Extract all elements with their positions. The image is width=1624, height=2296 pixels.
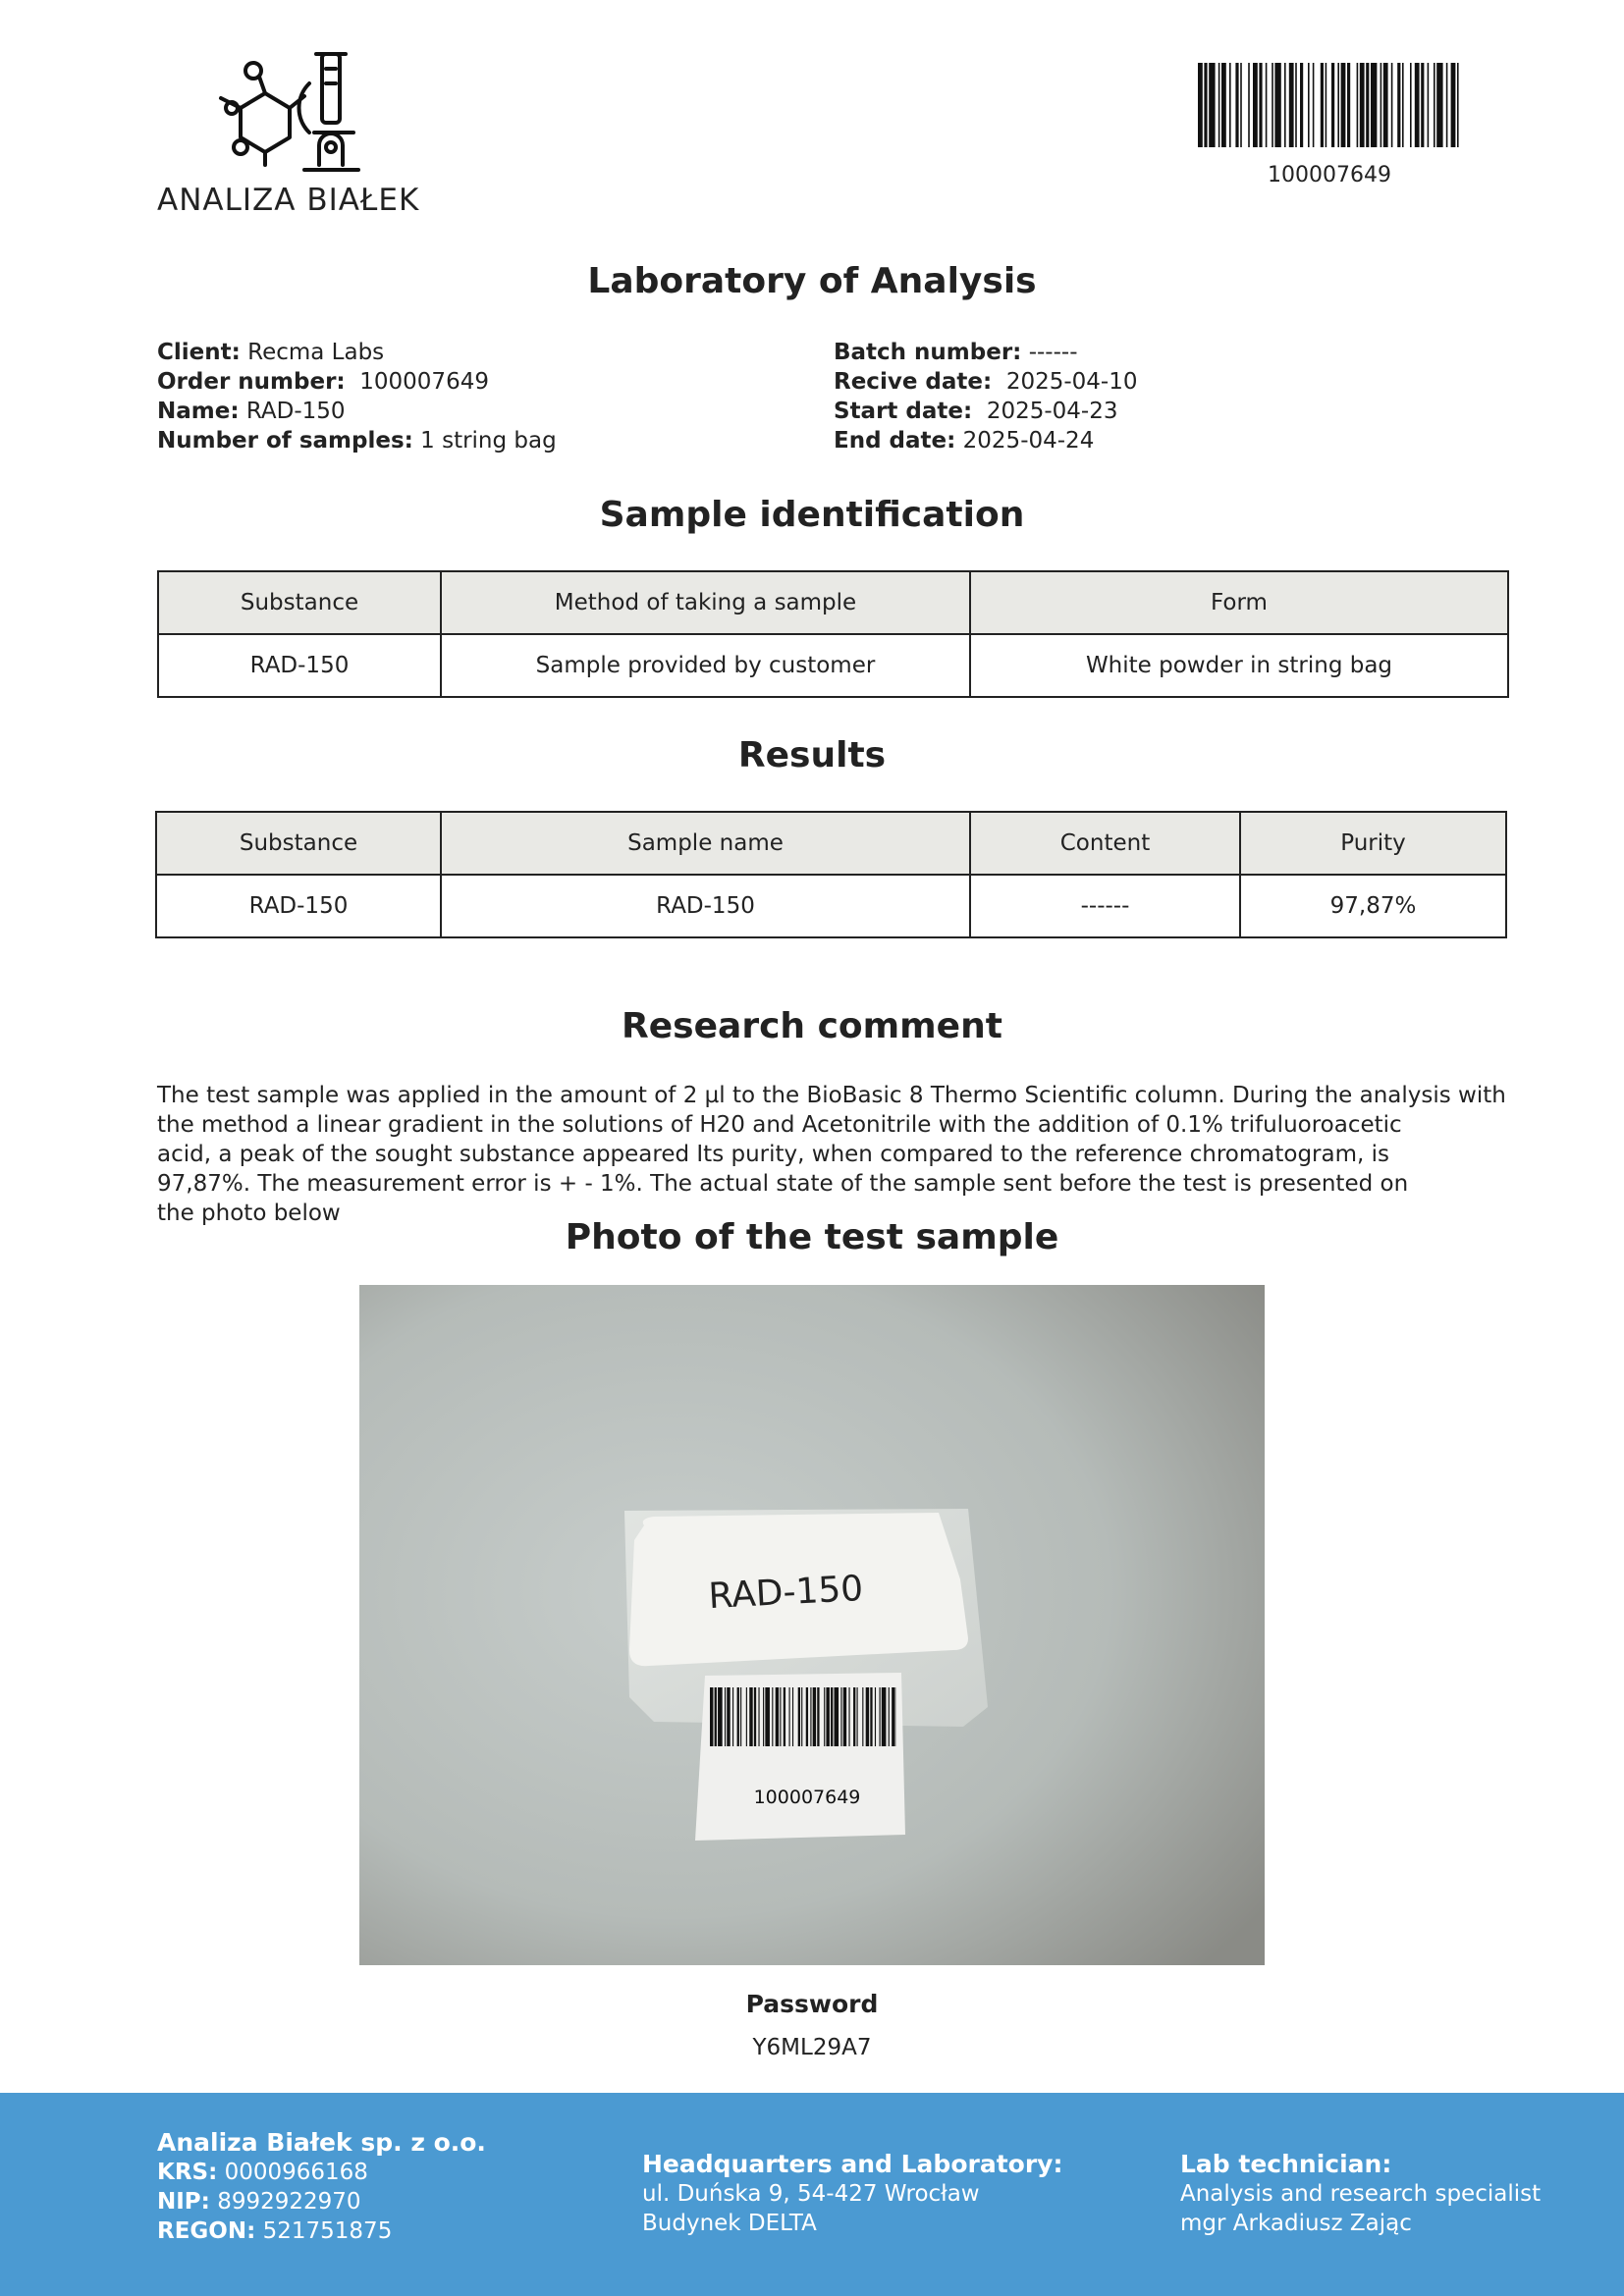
sample-photo (359, 1285, 1265, 1965)
barcode-bar (772, 1687, 773, 1746)
barcode-bar (718, 1687, 723, 1746)
barcode-bar (831, 1687, 833, 1746)
barcode-bar (710, 1687, 713, 1746)
barcode-bar (862, 1687, 863, 1746)
barcode-bar (749, 1687, 752, 1746)
barcode-bar (763, 1687, 764, 1746)
photo-barcode-text: 100007649 (753, 1787, 861, 1808)
barcode-bar (1274, 63, 1280, 147)
barcode-bar (1457, 63, 1459, 147)
info-left (157, 338, 557, 455)
barcode-bar (892, 1687, 894, 1746)
barcode-bar (1321, 63, 1324, 147)
krs-label: KRS: (157, 2160, 218, 2185)
table-cell: Sample provided by customer (441, 634, 970, 697)
purity-value: 97,87% (1240, 875, 1506, 937)
barcode-bar (792, 1687, 793, 1746)
barcode-bar (1337, 63, 1339, 147)
barcode-bar (1331, 63, 1334, 147)
barcode-bar (1284, 63, 1286, 147)
barcode-bar (1308, 63, 1310, 147)
footer (0, 2093, 1624, 2296)
column-header: Substance (158, 571, 441, 634)
tech-heading: Lab technician: (1180, 2150, 1392, 2178)
krs-row (157, 2158, 486, 2187)
receive-date-value: 2025-04-10 (1005, 369, 1138, 395)
receive-date-row (834, 367, 1138, 397)
barcode-bar (1266, 63, 1268, 147)
barcode-bar (806, 1687, 808, 1746)
column-header: Substance (156, 812, 441, 875)
barcode-bar (1209, 63, 1215, 147)
barcode-bar (840, 1687, 841, 1746)
barcode-bar (798, 1687, 800, 1746)
end-date-value: 2025-04-24 (962, 428, 1095, 454)
barcode-bar (1360, 63, 1365, 147)
barcode-bar (866, 1687, 869, 1746)
sample-identification-table (157, 570, 1509, 698)
barcode-bar (1366, 63, 1369, 147)
password-value: Y6ML29A7 (752, 2035, 872, 2060)
barcode-bar (1436, 63, 1442, 147)
barcode-bar (1240, 63, 1242, 147)
barcode-bar (1295, 63, 1297, 147)
column-header: Purity (1240, 812, 1506, 875)
comment-line: the method a linear gradient in the solutions of H20 and Acetonitrile with the addition of 0.1% trifuluoroacetic (157, 1112, 1402, 1138)
research-comment-title: Research comment (622, 1006, 1002, 1046)
footer-company (157, 2128, 486, 2246)
nip-value: 8992922970 (217, 2189, 361, 2215)
barcode-bar (746, 1687, 747, 1746)
password-label: Password (745, 1990, 879, 2018)
barcode-bar (813, 1687, 816, 1746)
barcode-bar (1300, 63, 1303, 147)
barcode-bar (776, 1687, 779, 1746)
barcode-bar (1341, 63, 1346, 147)
barcode-bar (1235, 63, 1238, 147)
table-cell: RAD-150 (156, 875, 441, 937)
barcode-bar (1204, 63, 1207, 147)
page-title: Laboratory of Analysis (587, 261, 1037, 301)
barcode-bar (737, 1687, 739, 1746)
logo-text: ANALIZA BIAŁEK (157, 183, 420, 218)
regon-label: REGON: (157, 2218, 256, 2244)
barcode-bar (1451, 63, 1456, 147)
photo-title: Photo of the test sample (565, 1217, 1059, 1257)
barcode-bar (1289, 63, 1294, 147)
client-row (157, 338, 557, 367)
barcode-bar (1380, 63, 1382, 147)
research-comment-text (157, 1081, 1512, 1228)
barcode-bar (882, 1687, 887, 1746)
name-row (157, 397, 557, 426)
barcode-bar (1371, 63, 1377, 147)
photo-label-text: RAD-150 (707, 1568, 865, 1618)
barcode-bar (1221, 63, 1226, 147)
barcode-bar (1259, 63, 1262, 147)
start-date-value: 2025-04-23 (986, 399, 1118, 424)
barcode-bar (870, 1687, 872, 1746)
comment-line: acid, a peak of the sought substance appeared Its purity, when compared to the reference chromatogram, is (157, 1142, 1389, 1167)
regon-value: 521751875 (262, 2218, 393, 2244)
regon-row (157, 2216, 486, 2246)
barcode-bar (1272, 63, 1273, 147)
footer-lab-technician (1180, 2150, 1541, 2238)
barcode-bar (1391, 63, 1393, 147)
barcode-bar (784, 1687, 785, 1746)
barcode-bar (732, 1687, 733, 1746)
table-header-row (158, 571, 1508, 634)
tech-name: mgr Arkadiusz Zając (1180, 2211, 1412, 2236)
barcode-bar (1313, 63, 1315, 147)
barcode-bar (875, 1687, 876, 1746)
barcode-bar (715, 1687, 717, 1746)
samples-label: Number of samples: (157, 428, 413, 454)
table-cell: RAD-150 (158, 634, 441, 697)
hq-heading: Headquarters and Laboratory: (642, 2150, 1063, 2178)
client-value: Recma Labs (247, 340, 385, 365)
barcode-bar (1218, 63, 1220, 147)
barcode-bar (801, 1687, 802, 1746)
order-number-row (157, 367, 557, 397)
barcode-bar (765, 1687, 770, 1746)
column-header: Method of taking a sample (441, 571, 970, 634)
barcode-bar (1198, 63, 1203, 147)
barcode-bar (780, 1687, 781, 1746)
batch-number-row (834, 338, 1138, 367)
barcode-bar (1428, 63, 1430, 147)
krs-value: 0000966168 (224, 2160, 368, 2185)
barcode-bar (857, 1687, 858, 1746)
table-cell: White powder in string bag (970, 634, 1508, 697)
sample-identification-title: Sample identification (599, 495, 1025, 535)
barcode-bar (1383, 63, 1388, 147)
end-date-label: End date: (834, 428, 956, 454)
samples-row (157, 426, 557, 455)
barcode-bar (1446, 63, 1448, 147)
nip-label: NIP: (157, 2189, 210, 2215)
barcode-bar (1397, 63, 1400, 147)
barcode-bar (817, 1687, 819, 1746)
barcode-bar (1248, 63, 1250, 147)
comment-line: the photo below (157, 1201, 341, 1226)
batch-number-value: ------ (1028, 340, 1078, 365)
barcode-bar (1253, 63, 1258, 147)
batch-number-label: Batch number: (834, 340, 1022, 365)
barcode-bar (1229, 63, 1231, 147)
barcode-bar (1421, 63, 1424, 147)
start-date-row (834, 397, 1138, 426)
comment-line: 97,87%. The measurement error is + - 1%. The actual state of the sample sent before the test is presented on (157, 1171, 1409, 1197)
barcode-bar (880, 1687, 881, 1746)
receive-date-label: Recive date: (834, 369, 993, 395)
table-cell: ------ (970, 875, 1240, 937)
end-date-row (834, 426, 1138, 455)
order-number-label: Order number: (157, 369, 346, 395)
start-date-label: Start date: (834, 399, 973, 424)
name-label: Name: (157, 399, 240, 424)
info-right (834, 338, 1138, 455)
column-header: Content (970, 812, 1240, 875)
barcode-bar (824, 1687, 825, 1746)
barcode-bar (1357, 63, 1359, 147)
barcode-bar (725, 1687, 726, 1746)
barcode-bar (889, 1687, 890, 1746)
barcode-bar (1347, 63, 1350, 147)
results-title: Results (737, 735, 887, 775)
barcode-bar (1402, 63, 1404, 147)
barcode-bar (843, 1687, 846, 1746)
barcode-bar (727, 1687, 730, 1746)
company-name: Analiza Białek sp. z o.o. (157, 2128, 486, 2157)
footer-headquarters (642, 2150, 1062, 2238)
barcode-bar (740, 1687, 741, 1746)
table-row (158, 634, 1508, 697)
barcode-bar (1434, 63, 1435, 147)
barcode-bar (853, 1687, 855, 1746)
barcode-bar (826, 1687, 829, 1746)
hq-building: Budynek DELTA (642, 2211, 817, 2236)
column-header: Form (970, 571, 1508, 634)
barcode-bar (1410, 63, 1412, 147)
table-row (156, 875, 1506, 937)
barcode-bar (758, 1687, 759, 1746)
barcode-bar (848, 1687, 849, 1746)
barcode-bar (810, 1687, 811, 1746)
comment-line: The test sample was applied in the amount of 2 µl to the BioBasic 8 Thermo Scientific column. During the analysis with (157, 1083, 1506, 1108)
barcode-bar (754, 1687, 756, 1746)
barcode-bar (835, 1687, 839, 1746)
client-label: Client: (157, 340, 241, 365)
nip-row (157, 2187, 486, 2216)
table-cell: RAD-150 (441, 875, 970, 937)
barcode-number: 100007649 (1268, 163, 1391, 187)
column-header: Sample name (441, 812, 970, 875)
order-number-value: 100007649 (359, 369, 489, 395)
barcode-bar (1415, 63, 1420, 147)
barcode-bar (1326, 63, 1327, 147)
results-table (155, 811, 1507, 938)
samples-value: 1 string bag (420, 428, 557, 454)
barcode-icon (1198, 63, 1461, 147)
hq-address: ul. Duńska 9, 54-427 Wrocław (642, 2181, 980, 2207)
name-value: RAD-150 (245, 399, 346, 424)
tech-title: Analysis and research specialist (1180, 2181, 1542, 2207)
table-header-row (156, 812, 1506, 875)
barcode-bar (789, 1687, 790, 1746)
